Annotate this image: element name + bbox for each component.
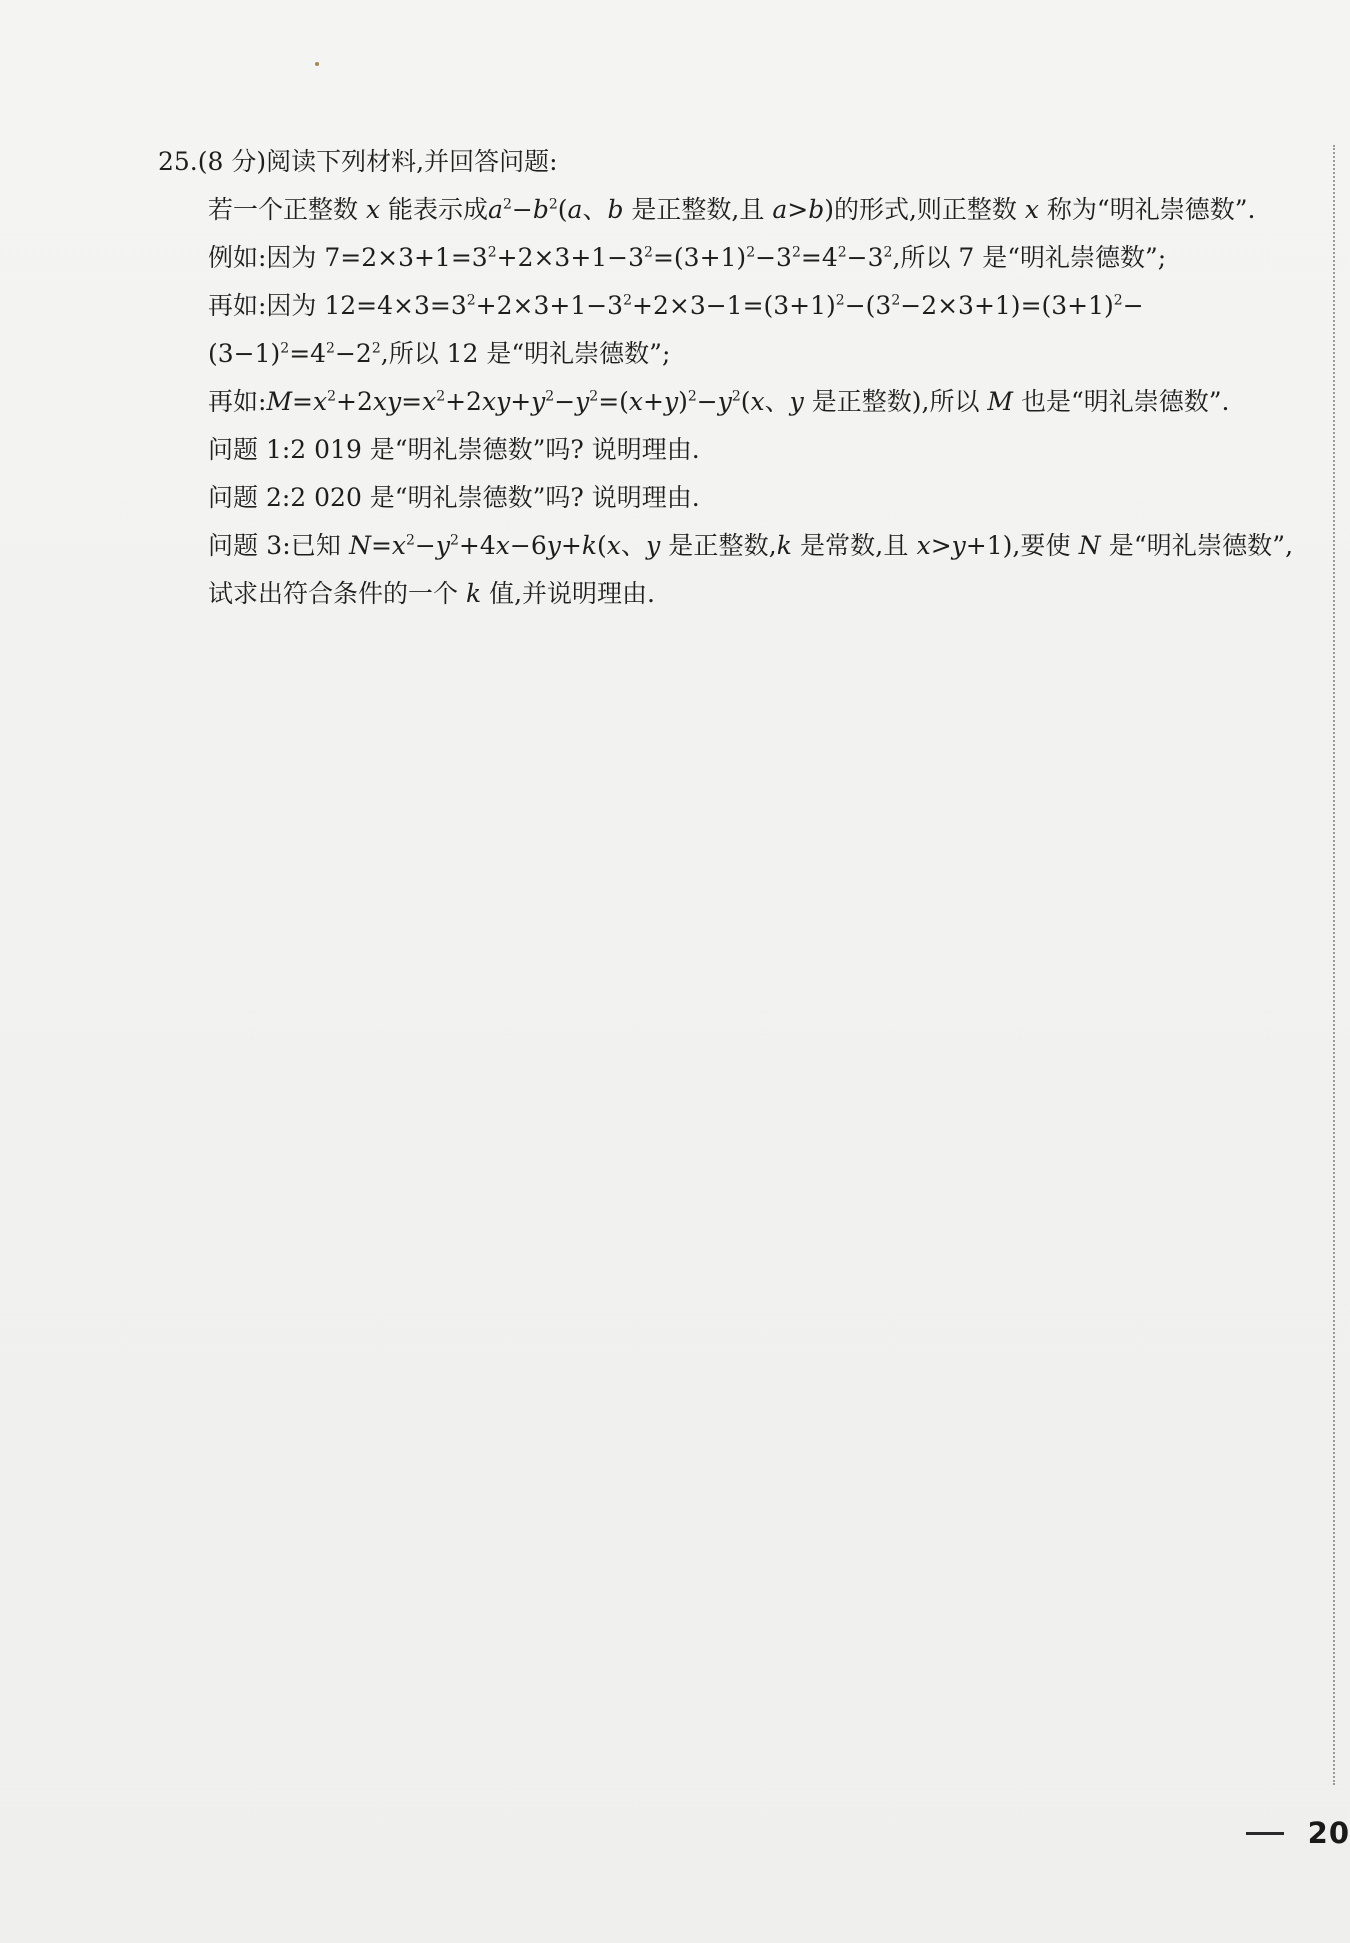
example-text: 例如:因为 7=2×3+1=3 <box>208 243 488 272</box>
math-var: xy <box>372 387 402 416</box>
math-var: y <box>789 387 804 416</box>
math-var: y <box>663 387 679 416</box>
exponent: 2 <box>466 292 476 309</box>
math-op: = <box>292 387 313 416</box>
example-text: +2×3−1=(3+1) <box>632 291 836 320</box>
math-op: − <box>511 195 533 224</box>
math-var: N <box>349 531 371 560</box>
exponent: 2 <box>280 340 290 357</box>
example-text: ,所以 12 是“明礼崇德数”; <box>380 339 671 368</box>
math-var: x <box>495 531 510 560</box>
problem-3-text: 是正整数, <box>668 531 777 560</box>
math-op: +2 <box>336 387 373 416</box>
example-text: −2 <box>334 339 372 368</box>
paper-speck <box>315 62 319 66</box>
math-var: x <box>422 387 437 416</box>
example-text: 也是“明礼崇德数”. <box>1020 387 1230 416</box>
example-text: 、 <box>764 387 790 416</box>
example-text: (3−1) <box>208 339 281 368</box>
math-var: k <box>465 579 482 608</box>
exponent: 2 <box>791 244 801 261</box>
math-var: x <box>916 531 931 560</box>
exponent: 2 <box>548 196 558 213</box>
definition-text: ( <box>557 195 568 224</box>
math-var: x <box>750 387 765 416</box>
math-op: ) <box>678 387 688 416</box>
math-op: − <box>554 387 576 416</box>
question-prompt: 阅读下列材料,并回答问题: <box>266 147 558 176</box>
example-text: =4 <box>800 243 838 272</box>
math-op: = <box>370 531 392 560</box>
definition-paragraph <box>158 186 1293 234</box>
exponent: 2 <box>406 532 415 549</box>
example-text: ,所以 7 是“明礼崇德数”; <box>892 243 1167 272</box>
problem-1-text: 问题 1:2 019 是“明礼崇德数”吗? 说明理由. <box>208 435 700 464</box>
exponent: 2 <box>589 388 599 405</box>
exponent: 2 <box>835 292 845 309</box>
math-op: + <box>560 531 582 560</box>
problem-3-text: 是“明礼崇德数”,试求出符合条件的一个 <box>208 531 1294 608</box>
exponent: 2 <box>883 244 893 261</box>
example-1-paragraph <box>158 234 1293 282</box>
exponent: 2 <box>487 244 497 261</box>
problem-2 <box>158 474 1293 522</box>
math-var: y <box>531 387 546 416</box>
page-footer <box>1246 1813 1350 1853</box>
problem-3-text: 值,并说明理由. <box>489 579 655 608</box>
problem-1 <box>158 426 1293 474</box>
exponent: 2 <box>891 292 901 309</box>
math-op: = <box>401 387 423 416</box>
definition-text: 若一个正整数 <box>208 195 359 224</box>
question-number: 25. <box>158 147 198 176</box>
math-op: =( <box>598 387 629 416</box>
math-var: N <box>1078 531 1101 560</box>
page-number: 20 <box>1307 1816 1350 1850</box>
math-var: y <box>717 387 732 416</box>
math-op: − <box>696 387 718 416</box>
problem-3-text: ( <box>596 531 607 560</box>
question-25 <box>158 138 1293 618</box>
exponent: 2 <box>450 532 459 549</box>
math-var: y <box>546 531 561 560</box>
exponent: 2 <box>502 196 512 213</box>
problem-2-text: 问题 2:2 020 是“明礼崇德数”吗? 说明理由. <box>208 483 700 512</box>
math-op: > <box>930 531 952 560</box>
example-text: − <box>1122 291 1144 320</box>
example-text: 再如: <box>208 387 267 416</box>
example-2-paragraph <box>158 282 1293 378</box>
exponent: 2 <box>326 340 335 357</box>
math-var: y <box>575 387 590 416</box>
example-3-paragraph <box>158 378 1293 426</box>
exponent: 2 <box>687 388 697 405</box>
exponent: 2 <box>746 244 756 261</box>
example-text: =4 <box>289 339 327 368</box>
definition-text: )的形式,则正整数 <box>824 195 1017 224</box>
math-var: a <box>567 195 583 224</box>
math-var: b <box>607 195 624 224</box>
example-text: =(3+1) <box>652 243 747 272</box>
math-var: M <box>987 387 1014 416</box>
problem-3-text: 是常数,且 <box>799 531 909 560</box>
problem-3-text: 、 <box>620 531 647 560</box>
example-text: 再如:因为 12=4×3=3 <box>208 291 467 320</box>
math-var: M <box>266 387 293 416</box>
exponent: 2 <box>731 388 741 405</box>
footer-rule <box>1246 1832 1284 1835</box>
exponent: 2 <box>327 388 337 405</box>
exponent: 2 <box>644 244 653 261</box>
math-var: y <box>951 531 966 560</box>
example-text: +2×3+1−3 <box>475 291 624 320</box>
definition-text: 称为“明礼崇德数”. <box>1046 195 1256 224</box>
math-op: +4 <box>458 531 496 560</box>
exponent: 2 <box>623 292 633 309</box>
example-text: 是正整数),所以 <box>811 387 980 416</box>
math-var: y <box>646 531 661 560</box>
math-var: x <box>313 387 328 416</box>
question-header <box>158 138 1293 186</box>
math-var: a <box>488 195 503 224</box>
example-2-line-2 <box>208 330 1293 378</box>
math-var: x <box>628 387 644 416</box>
math-var: xy <box>481 387 511 416</box>
exponent: 2 <box>545 388 555 405</box>
definition-text: 是正整数,且 <box>631 195 765 224</box>
math-op: + <box>510 387 532 416</box>
math-var: x <box>365 195 381 224</box>
math-var: b <box>532 195 549 224</box>
exponent: 2 <box>837 244 847 261</box>
math-var: x <box>1024 195 1039 224</box>
exponent: 2 <box>1113 292 1123 309</box>
problem-3-text: +1),要使 <box>965 531 1071 560</box>
exponent: 2 <box>371 340 381 357</box>
problem-3-text: 问题 3:已知 <box>208 531 341 560</box>
math-var: a <box>772 195 788 224</box>
definition-text: 、 <box>582 195 608 224</box>
example-2-line-1 <box>208 282 1293 330</box>
math-op: − <box>414 531 436 560</box>
example-text: ( <box>740 387 751 416</box>
question-points: (8 分) <box>197 147 267 176</box>
example-text: −3 <box>846 243 884 272</box>
example-text: −3 <box>755 243 792 272</box>
math-var: x <box>606 531 621 560</box>
math-op: +2 <box>445 387 482 416</box>
math-var: b <box>808 195 825 224</box>
math-var: k <box>776 531 792 560</box>
binding-edge-line <box>1333 145 1335 1785</box>
example-text: −(3 <box>844 291 892 320</box>
math-var: x <box>391 531 406 560</box>
definition-text: 能表示成 <box>388 195 489 224</box>
example-text: −2×3+1)=(3+1) <box>900 291 1114 320</box>
problem-3 <box>158 522 1293 618</box>
example-text: +2×3+1−3 <box>496 243 645 272</box>
exponent: 2 <box>436 388 446 405</box>
math-op: + <box>643 387 664 416</box>
math-var: k <box>581 531 597 560</box>
math-op: −6 <box>509 531 547 560</box>
math-op: > <box>787 195 809 224</box>
math-var: y <box>435 531 450 560</box>
